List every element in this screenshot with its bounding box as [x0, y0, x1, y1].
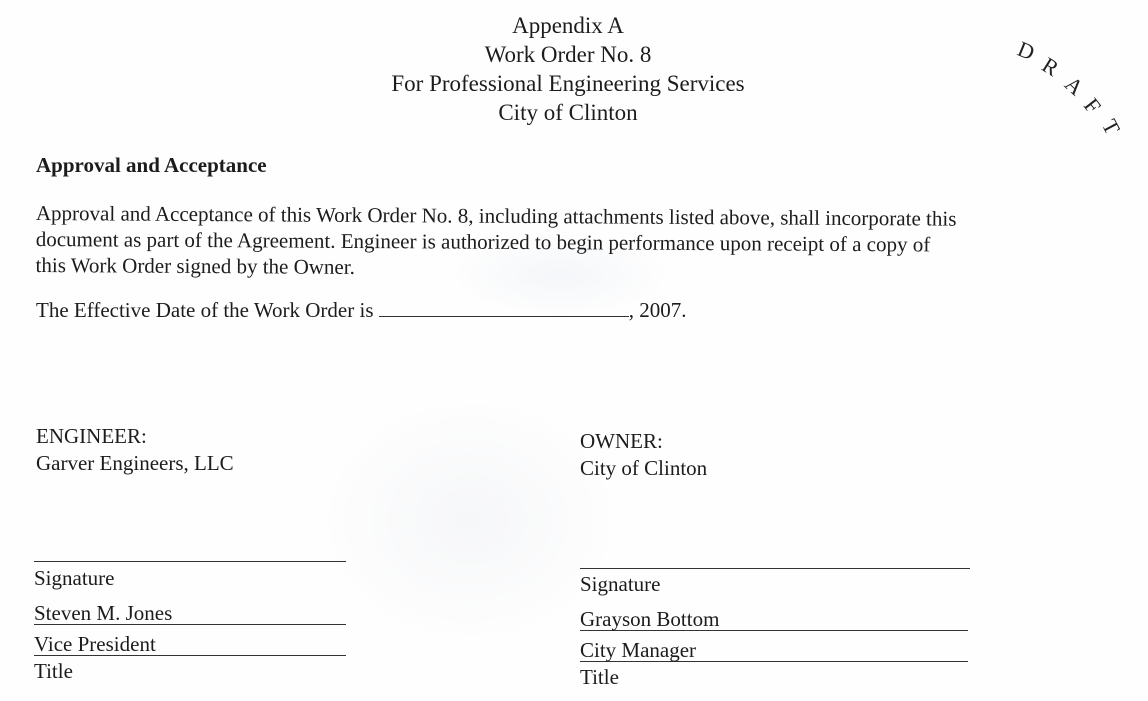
owner-signature-line[interactable]	[580, 568, 970, 569]
paragraph-line: this Work Order signed by the Owner.	[35, 252, 355, 279]
engineer-signature-line[interactable]	[34, 561, 346, 562]
owner-title-label: Title	[580, 665, 619, 689]
draft-letter-t: T	[1096, 114, 1126, 139]
appendix-heading: Appendix A	[512, 13, 624, 38]
owner-signature-label: Signature	[580, 572, 661, 596]
draft-letter-a: A	[1060, 71, 1089, 101]
engineer-signer-title: Vice President	[34, 633, 346, 656]
city-heading: City of Clinton	[498, 100, 638, 125]
draft-letter-d: D	[1014, 35, 1039, 66]
owner-company: City of Clinton	[580, 456, 708, 480]
engineer-label: ENGINEER:	[36, 424, 147, 448]
paragraph-line: Approval and Acceptance of this Work Order No. 8, including attachments listed above, shall incorporate this	[35, 200, 957, 231]
effective-date-blank[interactable]	[379, 296, 629, 317]
services-heading: For Professional Engineering Services	[391, 71, 745, 96]
engineer-signature-label: Signature	[34, 566, 115, 590]
owner-label: OWNER:	[580, 429, 663, 453]
owner-signer-title: City Manager	[580, 639, 968, 662]
paragraph-line: document as part of the Agreement. Engineer is authorized to begin performance upon receipt of a copy of	[35, 226, 931, 257]
draft-letter-r: R	[1037, 52, 1064, 82]
section-title: Approval and Acceptance	[36, 153, 267, 177]
effective-date-line	[36, 296, 687, 323]
effective-date-suffix: , 2007.	[628, 298, 687, 322]
owner-signer-name: Grayson Bottom	[580, 608, 968, 631]
draft-watermark	[1012, 30, 1142, 140]
draft-letter-f: F	[1078, 93, 1107, 119]
engineer-company: Garver Engineers, LLC	[36, 451, 234, 475]
effective-date-prefix: The Effective Date of the Work Order is	[36, 298, 379, 322]
engineer-signer-name: Steven M. Jones	[34, 602, 346, 625]
engineer-title-label: Title	[34, 659, 73, 683]
approval-paragraph	[36, 200, 1116, 285]
work-order-heading: Work Order No. 8	[484, 42, 652, 67]
